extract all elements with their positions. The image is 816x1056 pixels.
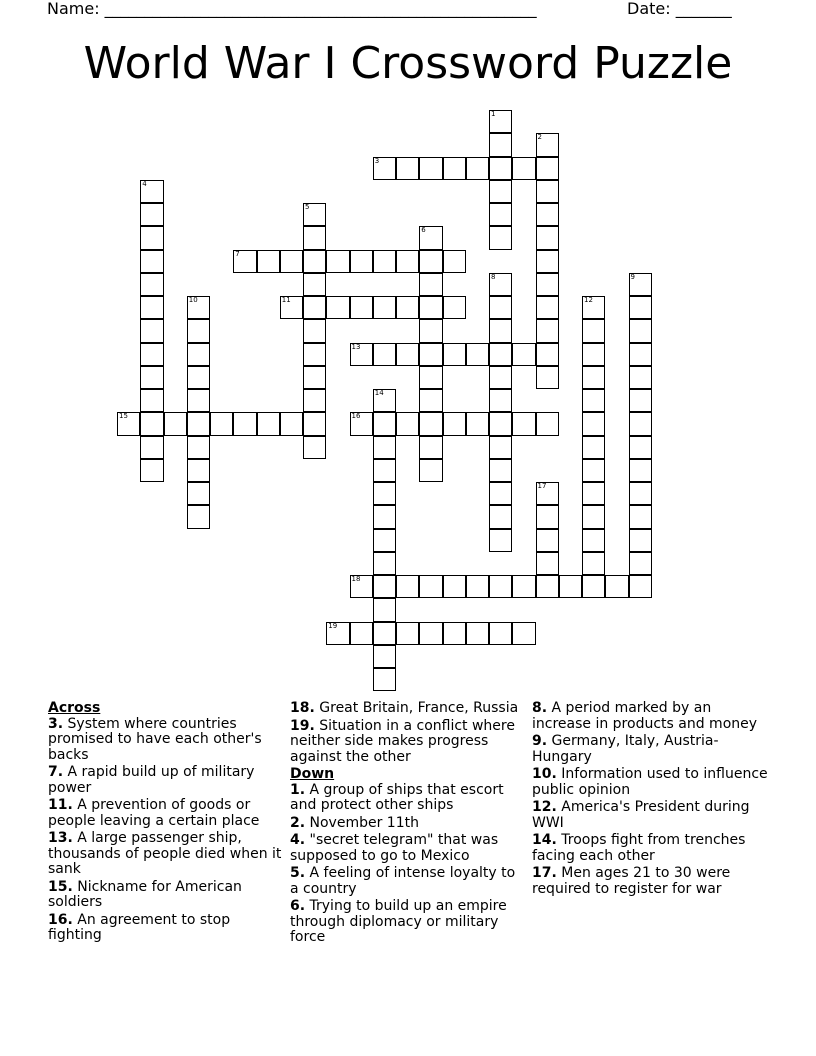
clue-number: 1 [491, 110, 496, 118]
crossword-cell[interactable] [419, 459, 442, 482]
crossword-cell[interactable] [466, 575, 489, 598]
crossword-cell[interactable] [419, 343, 442, 366]
crossword-cell[interactable] [629, 273, 652, 296]
clue-down: 9. Germany, Italy, Austria-Hungary [532, 733, 719, 765]
crossword-cell[interactable] [350, 250, 373, 273]
crossword-cell[interactable] [489, 389, 512, 412]
crossword-cell[interactable] [326, 250, 349, 273]
crossword-cell[interactable] [536, 366, 559, 389]
clue-across: 3. System where countries promised to have each other's backs [48, 715, 262, 763]
crossword-cell[interactable] [489, 436, 512, 459]
crossword-cell[interactable] [582, 505, 605, 528]
crossword-cell[interactable] [466, 343, 489, 366]
down-heading: Down [290, 766, 335, 782]
crossword-cell[interactable] [536, 180, 559, 203]
crossword-cell[interactable] [629, 296, 652, 319]
crossword-cell[interactable] [489, 319, 512, 342]
crossword-cell[interactable] [419, 436, 442, 459]
crossword-cell[interactable] [140, 203, 163, 226]
clue-number: 16 [351, 412, 361, 421]
crossword-cell[interactable] [326, 296, 349, 319]
crossword-cell[interactable] [419, 389, 442, 412]
crossword-cell[interactable] [303, 343, 326, 366]
crossword-cell[interactable] [303, 273, 326, 296]
clue-across: 19. Situation in a conflict where neither side makes progress against the other [290, 717, 515, 765]
crossword-cell[interactable] [373, 459, 396, 482]
crossword-cell[interactable] [512, 575, 535, 598]
crossword-cell[interactable] [373, 668, 396, 691]
crossword-cell[interactable] [443, 412, 466, 435]
clue-down: 2. November 11th [290, 814, 419, 831]
crossword-cell[interactable] [489, 529, 512, 552]
crossword-cell[interactable] [419, 575, 442, 598]
crossword-cell[interactable] [140, 273, 163, 296]
crossword-cell[interactable] [140, 319, 163, 342]
crossword-cell[interactable] [326, 622, 349, 645]
clue-number: 13 [351, 342, 361, 351]
crossword-cell[interactable] [373, 645, 396, 668]
clue-across: 11. A prevention of goods or people leaving a certain place [48, 797, 260, 829]
crossword-cell[interactable] [582, 575, 605, 598]
crossword-cell[interactable] [536, 296, 559, 319]
crossword-cell[interactable] [536, 343, 559, 366]
crossword-cell[interactable] [140, 296, 163, 319]
crossword-cell[interactable] [582, 389, 605, 412]
crossword-cell[interactable] [373, 505, 396, 528]
crossword-cell[interactable] [117, 412, 140, 435]
crossword-cell[interactable] [582, 552, 605, 575]
crossword-cell[interactable] [536, 133, 559, 156]
crossword-cell[interactable] [280, 250, 303, 273]
clue-down: 8. A period marked by an increase in products and money [532, 700, 758, 732]
crossword-cell[interactable] [396, 157, 419, 180]
crossword-cell[interactable] [280, 412, 303, 435]
crossword-cell[interactable] [536, 482, 559, 505]
crossword-cell[interactable] [512, 412, 535, 435]
clue-number: 14 [374, 389, 384, 397]
crossword-cell[interactable] [582, 319, 605, 342]
crossword-cell[interactable] [629, 529, 652, 552]
crossword-cell[interactable] [140, 343, 163, 366]
crossword-cell[interactable] [303, 296, 326, 319]
crossword-cell[interactable] [187, 412, 210, 435]
crossword-cell[interactable] [629, 436, 652, 459]
crossword-cell[interactable] [140, 366, 163, 389]
name-line[interactable]: Name: ______________________________________________________ [47, 0, 537, 18]
crossword-cell[interactable] [373, 412, 396, 435]
clue-down: 6. Trying to build up an empire through diplomacy or military force [290, 898, 507, 945]
crossword-cell[interactable] [350, 412, 373, 435]
crossword-cell[interactable] [582, 343, 605, 366]
crossword-cell[interactable] [559, 575, 582, 598]
crossword-cell[interactable] [536, 319, 559, 342]
crossword-cell[interactable] [489, 459, 512, 482]
date-line[interactable]: Date: _______ [627, 0, 732, 18]
clue-across: 16. An agreement to stop fighting [48, 911, 231, 943]
clue-number: 11 [281, 296, 291, 304]
crossword-cell[interactable] [303, 203, 326, 226]
crossword-cell[interactable] [512, 622, 535, 645]
crossword-cell[interactable] [536, 273, 559, 296]
crossword-cell[interactable] [489, 412, 512, 435]
clue-number: 19 [328, 621, 338, 630]
crossword-cell[interactable] [419, 319, 442, 342]
clue-across: 15. Nickname for American soldiers [48, 878, 242, 910]
crossword-cell[interactable] [582, 436, 605, 459]
crossword-cell[interactable] [582, 412, 605, 435]
crossword-cell[interactable] [419, 296, 442, 319]
crossword-cell[interactable] [466, 412, 489, 435]
crossword-cell[interactable] [187, 436, 210, 459]
crossword-cell[interactable] [489, 575, 512, 598]
clue-across: 18. Great Britain, France, Russia [290, 700, 519, 716]
crossword-cell[interactable] [582, 366, 605, 389]
crossword-cell[interactable] [629, 575, 652, 598]
crossword-cell[interactable] [489, 482, 512, 505]
crossword-cell[interactable] [489, 622, 512, 645]
crossword-cell[interactable] [629, 552, 652, 575]
crossword-cell[interactable] [373, 529, 396, 552]
crossword-cell[interactable] [303, 389, 326, 412]
clue-down: 17. Men ages 21 to 30 were required to register for war [532, 865, 731, 897]
crossword-cell[interactable] [373, 622, 396, 645]
crossword-cell[interactable] [373, 250, 396, 273]
crossword-cell[interactable] [280, 296, 303, 319]
crossword-cell[interactable] [582, 529, 605, 552]
crossword-cell[interactable] [187, 319, 210, 342]
crossword-cell[interactable] [536, 412, 559, 435]
clue-down: 4. "secret telegram" that was supposed to go to Mexico [290, 832, 499, 864]
crossword-cell[interactable] [419, 622, 442, 645]
clue-down: 5. A feeling of intense loyalty to a country [290, 865, 516, 897]
crossword-cell[interactable] [443, 575, 466, 598]
crossword-cell[interactable] [350, 343, 373, 366]
crossword-cell[interactable] [466, 622, 489, 645]
clue-number: 12 [584, 296, 593, 304]
clue-number: 7 [235, 249, 240, 258]
crossword-cell[interactable] [396, 343, 419, 366]
crossword-cell[interactable] [512, 343, 535, 366]
clue-number: 3 [374, 156, 380, 165]
clue-number: 17 [537, 482, 547, 490]
crossword-cell[interactable] [629, 482, 652, 505]
clue-number: 18 [351, 575, 361, 583]
crossword-cell[interactable] [489, 110, 512, 133]
crossword-cell[interactable] [489, 273, 512, 296]
crossword-cell[interactable] [303, 226, 326, 249]
clues-column-2 [290, 701, 526, 948]
crossword-cell[interactable] [629, 389, 652, 412]
crossword-cell[interactable] [536, 250, 559, 273]
clue-down: 14. Troops fight from trenches facing each other [532, 832, 746, 864]
crossword-cell[interactable] [443, 622, 466, 645]
crossword-cell[interactable] [350, 296, 373, 319]
crossword-cell[interactable] [257, 250, 280, 273]
clue-across: 13. A large passenger ship, thousands of people died when it sank [48, 830, 282, 877]
crossword-cell[interactable] [303, 436, 326, 459]
crossword-cell[interactable] [629, 412, 652, 435]
crossword-cell[interactable] [629, 505, 652, 528]
crossword-cell[interactable] [536, 226, 559, 249]
crossword-cell[interactable] [489, 296, 512, 319]
crossword-cell[interactable] [489, 343, 512, 366]
crossword-cell[interactable] [396, 296, 419, 319]
crossword-cell[interactable] [536, 505, 559, 528]
clue-down: 12. America's President during WWI [532, 799, 750, 831]
crossword-cell[interactable] [187, 482, 210, 505]
crossword-cell[interactable] [396, 575, 419, 598]
crossword-cell[interactable] [396, 412, 419, 435]
crossword-cell[interactable] [303, 366, 326, 389]
crossword-cell[interactable] [489, 133, 512, 156]
crossword-cell[interactable] [629, 459, 652, 482]
crossword-cell[interactable] [419, 366, 442, 389]
crossword-cell[interactable] [350, 575, 373, 598]
crossword-cell[interactable] [629, 343, 652, 366]
crossword-cell[interactable] [373, 436, 396, 459]
crossword-cell[interactable] [187, 366, 210, 389]
crossword-cell[interactable] [489, 203, 512, 226]
crossword-cell[interactable] [303, 412, 326, 435]
crossword-cell[interactable] [512, 157, 535, 180]
clue-number: 6 [421, 226, 426, 235]
crossword-cell[interactable] [419, 250, 442, 273]
crossword-cell[interactable] [536, 203, 559, 226]
crossword-cell[interactable] [396, 622, 419, 645]
crossword-cell[interactable] [536, 529, 559, 552]
crossword-cell[interactable] [582, 482, 605, 505]
crossword-cell[interactable] [140, 226, 163, 249]
crossword-cell[interactable] [140, 412, 163, 435]
crossword-cell[interactable] [210, 412, 233, 435]
crossword-cell[interactable] [489, 366, 512, 389]
crossword-cell[interactable] [233, 412, 256, 435]
crossword-cell[interactable] [350, 622, 373, 645]
crossword-cell[interactable] [536, 157, 559, 180]
clue-down: 1. A group of ships that escort and protect other ships [290, 781, 504, 813]
page-title: World War I Crossword Puzzle [83, 38, 733, 89]
crossword-cell[interactable] [629, 319, 652, 342]
clue-number: 15 [119, 412, 128, 421]
clue-number: 2 [537, 133, 542, 142]
crossword-cell[interactable] [187, 459, 210, 482]
crossword-cell[interactable] [187, 296, 210, 319]
clues-column-3 [532, 701, 768, 899]
crossword-cell[interactable] [443, 343, 466, 366]
crossword-cell[interactable] [373, 296, 396, 319]
crossword-cell[interactable] [419, 157, 442, 180]
crossword-cell[interactable] [373, 482, 396, 505]
crossword-cell[interactable] [373, 598, 396, 621]
crossword-cell[interactable] [140, 180, 163, 203]
crossword-cell[interactable] [443, 296, 466, 319]
crossword-cell[interactable] [605, 575, 628, 598]
crossword-cell[interactable] [257, 412, 280, 435]
crossword-cell[interactable] [140, 436, 163, 459]
crossword-cell[interactable] [419, 273, 442, 296]
crossword-cell[interactable] [489, 505, 512, 528]
crossword-cell[interactable] [140, 389, 163, 412]
crossword-cell[interactable] [489, 180, 512, 203]
crossword-cell[interactable] [187, 343, 210, 366]
crossword-cell[interactable] [373, 157, 396, 180]
crossword-cell[interactable] [373, 389, 396, 412]
clue-number: 9 [630, 272, 635, 281]
crossword-cell[interactable] [303, 319, 326, 342]
clue-down: 10. Information used to influence public opinion [532, 766, 768, 798]
crossword-cell[interactable] [233, 250, 256, 273]
across-heading: Across [48, 700, 101, 716]
crossword-cell[interactable] [140, 459, 163, 482]
clue-number: 4 [142, 179, 147, 188]
crossword-cell[interactable] [443, 157, 466, 180]
crossword-cell[interactable] [140, 250, 163, 273]
crossword-cell[interactable] [373, 552, 396, 575]
crossword-cell[interactable] [373, 343, 396, 366]
crossword-cell[interactable] [629, 366, 652, 389]
crossword-cell[interactable] [536, 575, 559, 598]
crossword-cell[interactable] [466, 157, 489, 180]
crossword-cell[interactable] [303, 250, 326, 273]
crossword-cell[interactable] [187, 505, 210, 528]
crossword-cell[interactable] [419, 412, 442, 435]
clue-across: 7. A rapid build up of military power [48, 764, 255, 796]
crossword-cell[interactable] [582, 459, 605, 482]
crossword-cell[interactable] [373, 575, 396, 598]
crossword-cell[interactable] [536, 552, 559, 575]
crossword-cell[interactable] [489, 157, 512, 180]
clues-column-1 [48, 701, 284, 946]
clue-number: 5 [305, 203, 310, 211]
clue-number: 8 [491, 272, 496, 281]
crossword-cell[interactable] [489, 226, 512, 249]
crossword-cell[interactable] [396, 250, 419, 273]
crossword-cell[interactable] [582, 296, 605, 319]
crossword-cell[interactable] [419, 226, 442, 249]
crossword-cell[interactable] [187, 389, 210, 412]
crossword-cell[interactable] [164, 412, 187, 435]
clue-number: 10 [188, 296, 198, 304]
crossword-cell[interactable] [443, 250, 466, 273]
